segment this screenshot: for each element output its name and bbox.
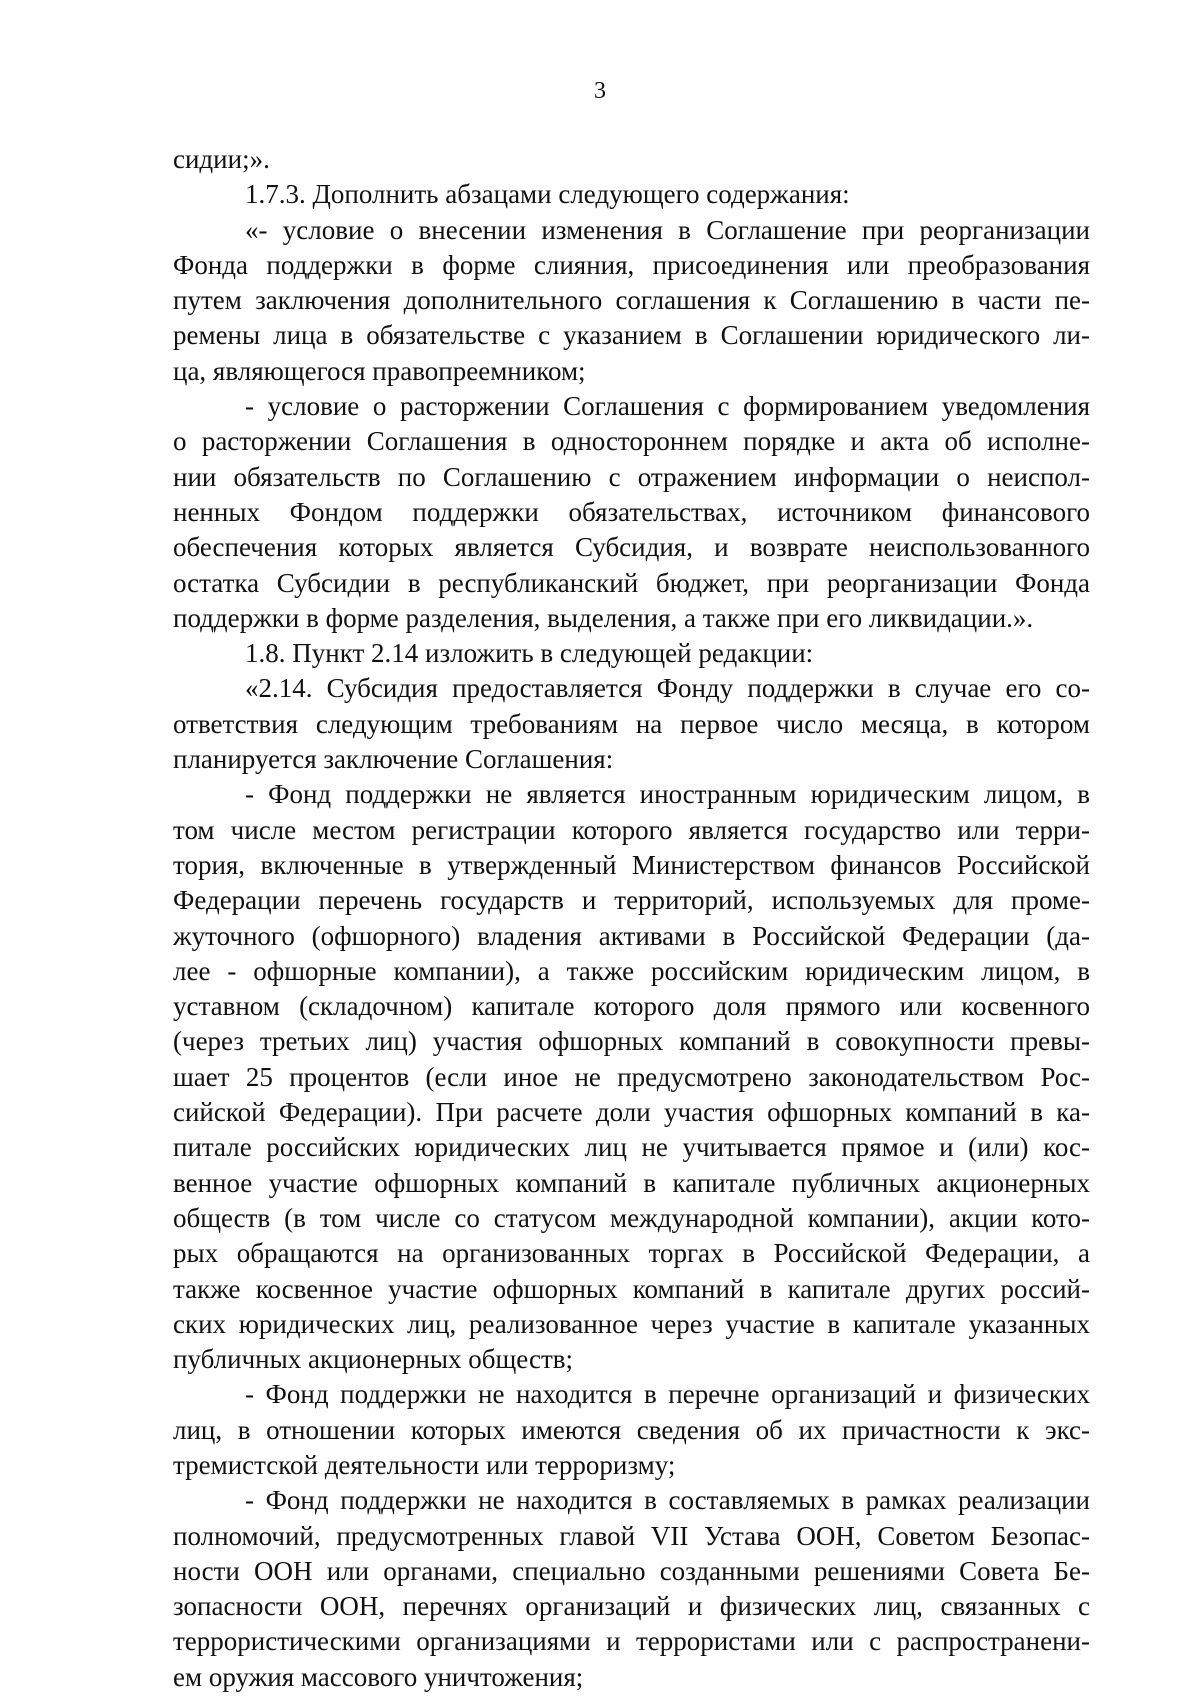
text-line: рых обращаются на организованных торгах в Российской Федерации, а bbox=[173, 1238, 1090, 1269]
text-line: полномочий, предусмотренных главой VII Устава ООН, Советом Безопас- bbox=[173, 1520, 1090, 1551]
text-line: венное участие офшорных компаний в капитале публичных акционерных bbox=[173, 1167, 1090, 1198]
text-line: ненных Фондом поддержки обязательствах, источником финансового bbox=[173, 496, 1090, 527]
text-line: ремены лица в обязательстве с указанием в Соглашении юридического ли- bbox=[173, 320, 1090, 351]
text-line: питале российских юридических лиц не учитывается прямое и (или) кос- bbox=[173, 1132, 1090, 1163]
text-line: Федерации перечень государств и территорий, используемых для проме- bbox=[173, 885, 1090, 916]
text-line: сидии;». bbox=[173, 144, 270, 174]
document-body bbox=[173, 142, 1090, 1695]
text-line: нии обязательств по Соглашению с отражением информации о неиспол- bbox=[173, 461, 1090, 492]
text-line: «- условие о внесении изменения в Соглашение при реорганизации bbox=[245, 214, 1090, 245]
text-line: том числе местом регистрации которого является государство или терри- bbox=[173, 814, 1090, 845]
text-line: тремистской деятельности или терроризму; bbox=[173, 1449, 676, 1480]
text-line: зопасности ООН, перечнях организаций и физических лиц, связанных с bbox=[173, 1591, 1090, 1622]
text-line: «2.14. Субсидия предоставляется Фонду поддержки в случае его со- bbox=[245, 673, 1090, 704]
text-line: путем заключения дополнительного соглашения к Соглашению в части пе- bbox=[173, 285, 1090, 316]
text-line: остатка Субсидии в республиканский бюджет, при реорганизации Фонда bbox=[173, 567, 1090, 598]
page-number: 3 bbox=[594, 78, 606, 104]
text-line: тория, включенные в утвержденный Министерством финансов Российской bbox=[173, 849, 1090, 880]
text-line: публичных акционерных обществ; bbox=[173, 1344, 573, 1375]
text-line: жуточного (офшорного) владения активами в Российской Федерации (да- bbox=[173, 920, 1090, 951]
text-line: сийской Федерации). При расчете доли участия офшорных компаний в ка- bbox=[173, 1097, 1090, 1128]
text-line: 1.7.3. Дополнить абзацами следующего содержания: bbox=[245, 179, 850, 210]
text-line: также косвенное участие офшорных компаний в капитале других россий- bbox=[173, 1273, 1090, 1304]
text-line: (через третьих лиц) участия офшорных компаний в совокупности превы- bbox=[173, 1026, 1090, 1057]
text-line: ности ООН или органами, специально созданными решениями Совета Бе- bbox=[173, 1555, 1090, 1586]
text-line: - Фонд поддержки не находится в перечне организаций и физических bbox=[245, 1379, 1090, 1410]
text-line: ем оружия массового уничтожения; bbox=[173, 1661, 584, 1692]
text-line: ских юридических лиц, реализованное через участие в капитале указанных bbox=[173, 1308, 1090, 1339]
text-line: обществ (в том числе со статусом международной компании), акции кото- bbox=[173, 1202, 1090, 1233]
text-line: - Фонд поддержки не находится в составляемых в рамках реализации bbox=[245, 1485, 1090, 1516]
text-line: о расторжении Соглашения в одностороннем порядке и акта об исполне- bbox=[173, 426, 1090, 457]
text-line: поддержки в форме разделения, выделения, а также при его ликвидации.». bbox=[173, 602, 1034, 633]
text-line: планируется заключение Соглашения: bbox=[173, 744, 614, 775]
text-line: обеспечения которых является Субсидия, и возврате неиспользованного bbox=[173, 532, 1090, 563]
text-line: лиц, в отношении которых имеются сведения об их причастности к экс- bbox=[173, 1414, 1090, 1445]
text-line: террористическими организациями и террористами или с распространени- bbox=[173, 1626, 1090, 1657]
text-line: - условие о расторжении Соглашения с формированием уведомления bbox=[245, 391, 1090, 422]
text-line: 1.8. Пункт 2.14 изложить в следующей редакции: bbox=[245, 638, 814, 669]
text-line: уставном (складочном) капитале которого доля прямого или косвенного bbox=[173, 991, 1090, 1022]
text-line: ответствия следующим требованиям на первое число месяца, в котором bbox=[173, 708, 1090, 739]
text-line: - Фонд поддержки не является иностранным юридическим лицом, в bbox=[245, 779, 1090, 810]
text-line: ца, являющегося правопреемником; bbox=[173, 355, 586, 386]
text-line: шает 25 процентов (если иное не предусмотрено законодательством Рос- bbox=[173, 1061, 1090, 1092]
text-line: лее - офшорные компании), а также российским юридическим лицом, в bbox=[173, 955, 1090, 986]
text-line: Фонда поддержки в форме слияния, присоединения или преобразования bbox=[173, 249, 1090, 280]
